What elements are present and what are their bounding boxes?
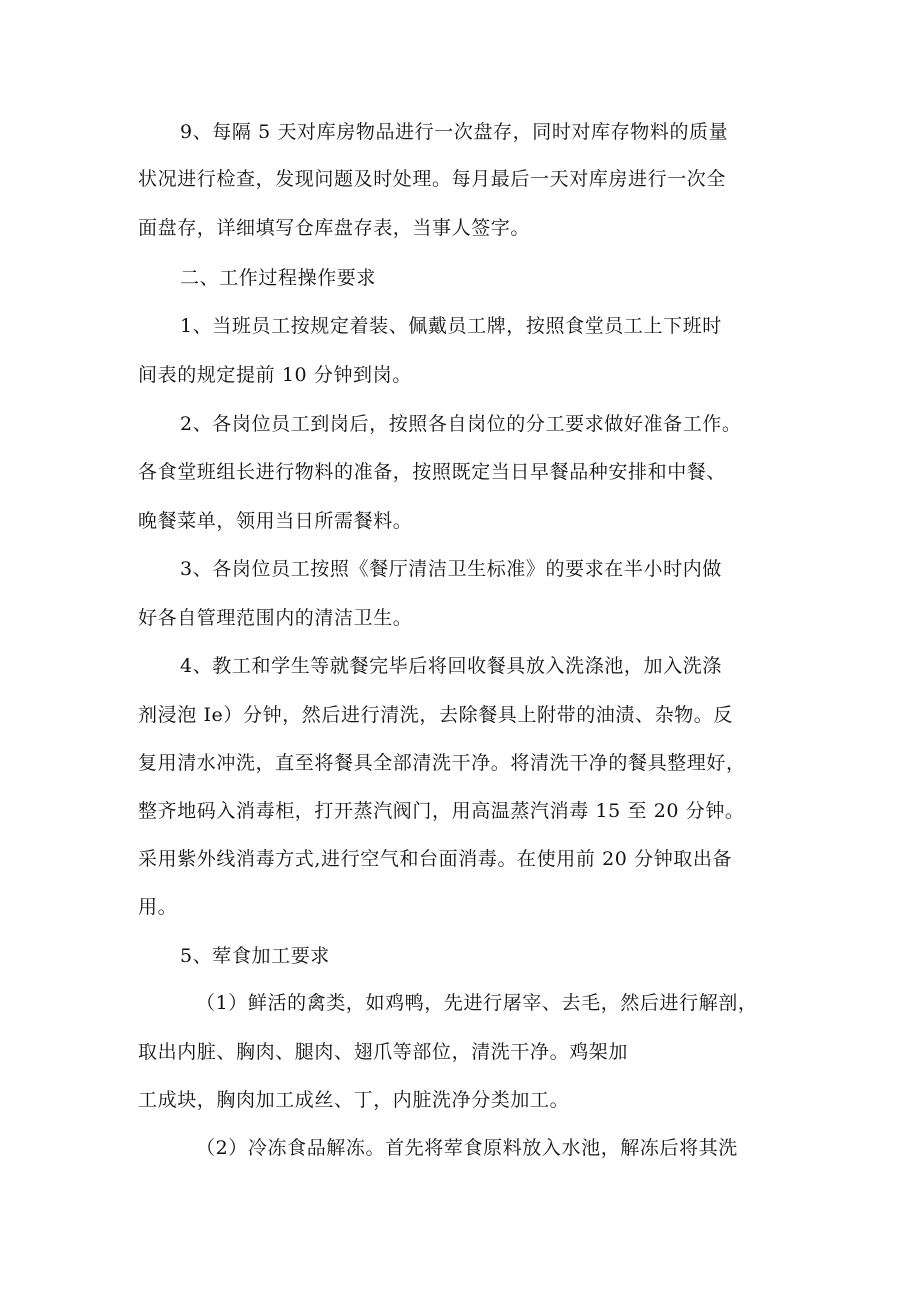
para-4-line-5: 采用紫外线消毒方式,进行空气和台面消毒。在使用前 20 分钟取出备 xyxy=(138,848,733,870)
para-9-line-3: 面盘存，详细填写仓库盘存表，当事人签字。 xyxy=(138,217,531,239)
para-5-2-line-1: （2）冷冻食品解冻。首先将荤食原料放入水池，解冻后将其洗 xyxy=(196,1137,738,1159)
para-4-line-1: 4、教工和学生等就餐完毕后将回收餐具放入洗涤池，加入洗涤 xyxy=(180,655,722,677)
para-5-1-line-2: 取出内脏、胸肉、腿肉、翅爪等部位，清洗干净。鸡架加 xyxy=(138,1041,629,1063)
para-2-line-1: 2、各岗位员工到岗后，按照各自岗位的分工要求做好准备工作。 xyxy=(180,413,742,435)
para-1-line-1: 1、当班员工按规定着装、佩戴员工牌，按照食堂员工上下班时 xyxy=(180,315,722,337)
para-3-line-2: 好各自管理范围内的清洁卫生。 xyxy=(138,607,413,629)
para-2-line-3: 晚餐菜单，领用当日所需餐料。 xyxy=(138,510,413,532)
section-heading: 二、工作过程操作要求 xyxy=(180,267,377,289)
para-9-line-2: 状况进行检查，发现问题及时处理。每月最后一天对库房进行一次全 xyxy=(138,168,727,190)
para-5-1-line-1: （1）鲜活的禽类，如鸡鸭，先进行屠宰、去毛，然后进行解剖， xyxy=(196,992,758,1014)
para-1-line-2: 间表的规定提前 10 分钟到岗。 xyxy=(138,364,412,386)
para-2-line-2: 各食堂班组长进行物料的准备，按照既定当日早餐品种安排和中餐、 xyxy=(138,461,727,483)
para-5-heading: 5、荤食加工要求 xyxy=(180,945,330,967)
para-4-line-2: 剂浸泡 Ie）分钟，然后进行清洗，去除餐具上附带的油渍、杂物。反 xyxy=(138,704,733,726)
para-3-line-1: 3、各岗位员工按照《餐厅清洁卫生标准》的要求在半小时内做 xyxy=(180,558,722,580)
para-9-line-1: 9、每隔 5 天对库房物品进行一次盘存，同时对库存物料的质量 xyxy=(180,121,729,143)
para-5-1-line-3: 工成块，胸肉加工成丝、丁，内脏洗净分类加工。 xyxy=(138,1089,570,1111)
para-4-line-4: 整齐地码入消毒柜，打开蒸汽阀门，用高温蒸汽消毒 15 至 20 分钟。 xyxy=(138,800,745,822)
para-4-line-3: 复用清水冲洗，直至将餐具全部清洗干净。将清洗干净的餐具整理好， xyxy=(138,752,746,774)
para-4-line-6: 用。 xyxy=(138,896,178,918)
